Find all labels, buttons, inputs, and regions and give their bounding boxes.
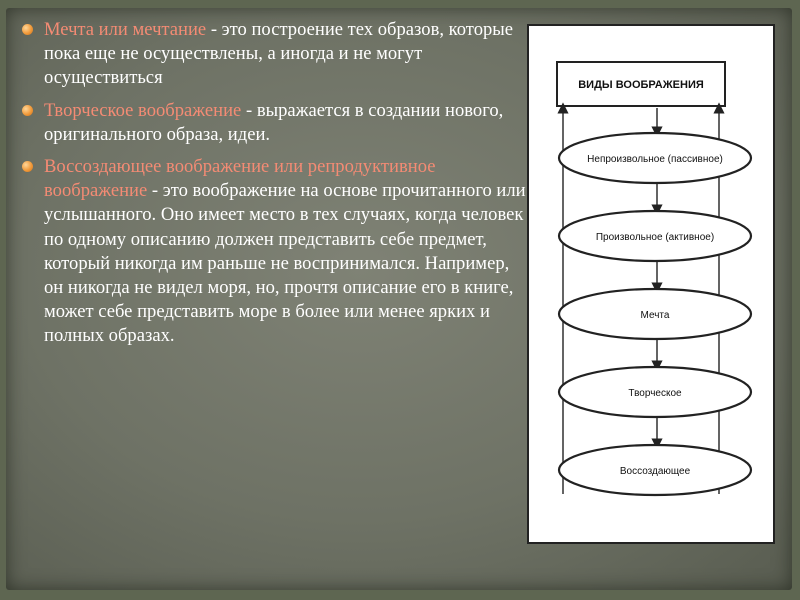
bullet-dot (22, 105, 33, 116)
node-dream-label: Мечта (640, 310, 670, 321)
node-reconstructive-label: Воссоздающее (619, 466, 691, 477)
term-creative: Творческое воображение (44, 99, 242, 121)
term-reconstructive: Воссоздающее воображение или репродуктивное воображение (44, 156, 436, 202)
diagram-title: ВИДЫ ВООБРАЖЕНИЯ (578, 79, 704, 91)
definition-dream-text: - это построение тех образов, которые пока еще не осуществлены, а иногда и не могут осуществиться (44, 19, 514, 89)
definition-dream (22, 18, 527, 91)
diagram-svg (529, 26, 773, 542)
definitions-text (22, 18, 527, 357)
bullet-dot (22, 24, 33, 35)
term-dream: Мечта или мечтание (44, 19, 207, 40)
node-voluntary-label: Произвольное (активное) (595, 232, 715, 243)
imagination-types-diagram (527, 24, 775, 544)
definition-reconstructive-text: - это воображение на основе прочитанного или услышанного. Оно имеет место в тех случаях, когда человек по одному описанию должен представить себе предмет, который никогда им раньше не воспринимался. Например, он никогда не видел моря, но, прочтя описание его в книге, может себе представить море в более или менее ярких и полных образах. (44, 180, 526, 347)
definition-creative (22, 99, 527, 147)
node-creative-label: Творческое (628, 388, 682, 399)
node-involuntary-label: Непроизвольное (пассивное) (587, 154, 723, 165)
definition-creative-text: - выражается в создании нового, оригинального образа, идеи. (44, 99, 504, 145)
definition-reconstructive (22, 155, 527, 349)
bullet-dot (22, 161, 33, 172)
